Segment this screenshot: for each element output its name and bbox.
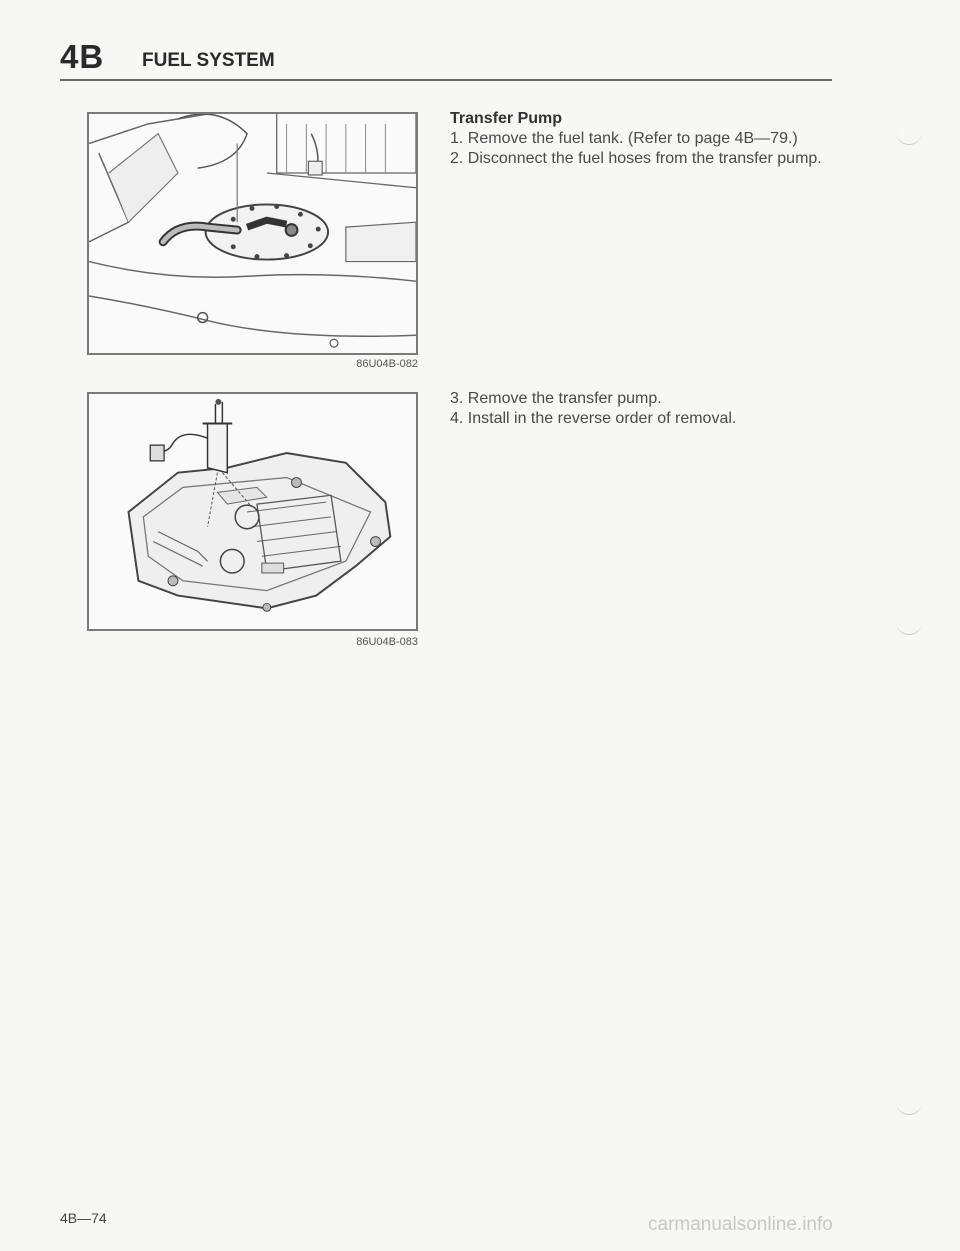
procedure-heading: Transfer Pump <box>450 110 563 127</box>
figure-caption: 86U04B-083 <box>356 636 418 648</box>
procedure-step: 1. Remove the fuel tank. (Refer to page 4B—79.) <box>450 130 798 147</box>
binder-hole-mark <box>896 622 922 635</box>
watermark: carmanualsonline.info <box>648 1214 833 1235</box>
figure-caption: 86U04B-082 <box>356 358 418 370</box>
figure-fuel-tank-pump <box>87 392 418 631</box>
binder-hole-mark <box>896 1102 922 1115</box>
procedure-step: 3. Remove the transfer pump. <box>450 390 662 407</box>
procedure-step: 2. Disconnect the fuel hoses from the transfer pump. <box>450 150 822 167</box>
section-title: FUEL SYSTEM <box>142 50 275 71</box>
section-code: 4B <box>60 38 105 75</box>
binder-hole-mark <box>896 132 922 145</box>
procedure-step: 4. Install in the reverse order of removal. <box>450 410 737 427</box>
transfer-pump-hoses-illustration <box>89 114 416 353</box>
page-header <box>60 38 832 80</box>
fuel-tank-pump-illustration <box>89 394 416 629</box>
procedure-part-2 <box>450 389 736 429</box>
figure-transfer-pump-hoses <box>87 112 418 355</box>
procedure-part-1 <box>450 109 822 169</box>
page-number: 4B—74 <box>60 1210 107 1226</box>
header-rule <box>60 79 832 81</box>
